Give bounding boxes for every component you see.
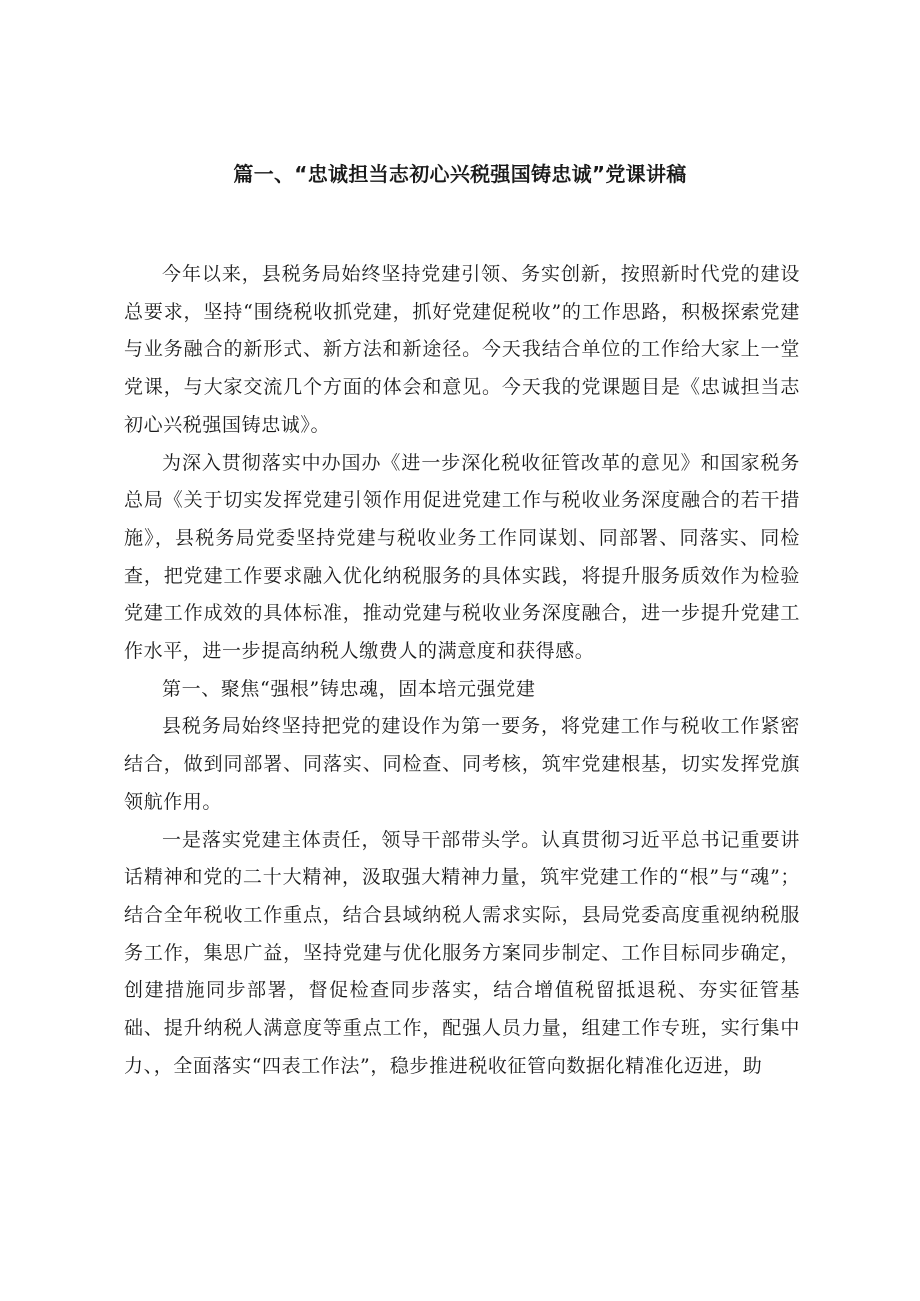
paragraph-section-first-summary: 县税务局始终坚持把党的建设作为第一要务，将党建工作与税收工作紧密结合，做到同部署、同落实、同检查、同考核，筑牢党建根基，切实发挥党旗领航作用。 <box>124 715 800 813</box>
paragraph-point-one: 一是落实党建主体责任，领导干部带头学。认真贯彻习近平总书记重要讲话精神和党的二十大精神，汲取强大精神力量，筑牢党建工作的“根”与“魂”；结合全年税收工作重点，结合县域纳税人需求实际，县局党委高度重视纳税服务工作，集思广益，坚持党建与优化服务方案同步制定、工作目标同步确定，创建措施同步部署，督促检查同步落实，结合增值税留抵退税、夯实征管基础、提升纳税人满意度等重点工作，配强人员力量，组建工作专班，实行集中力、，全面落实“四表工作法”，稳步推进税收征管向数据化精准化迈进，助 <box>124 828 800 1077</box>
section-heading-first: 第一、聚焦“强根”铸忠魂，固本培元强党建 <box>162 677 536 700</box>
document-title: 篇一、“忠诚担当志初心兴税强国铸忠诚”党课讲稿 <box>233 162 687 186</box>
document-body <box>124 256 800 1085</box>
paragraph-background: 为深入贯彻落实中办国办《进一步深化税收征管改革的意见》和国家税务总局《关于切实发挥党建引领作用促进党建工作与税收业务深度融合的若干措施》，县税务局党委坚持党建与税收业务工作同谋划、同部署、同落实、同检查，把党建工作要求融入优化纳税服务的具体实践，将提升服务质效作为检验党建工作成效的具体标准，推动党建与税收业务深度融合，进一步提升党建工作水平，进一步提高纳税人缴费人的满意度和获得感。 <box>124 451 800 663</box>
paragraph-intro: 今年以来，县税务局始终坚持党建引领、务实创新，按照新时代党的建设总要求，坚持“围绕税收抓党建，抓好党建促税收”的工作思路，积极探索党建与业务融合的新形式、新方法和新途径。今天我结合单位的工作给大家上一堂党课，与大家交流几个方面的体会和意见。今天我的党课题目是《忠诚担当志初心兴税强国铸忠诚》。 <box>124 263 800 436</box>
